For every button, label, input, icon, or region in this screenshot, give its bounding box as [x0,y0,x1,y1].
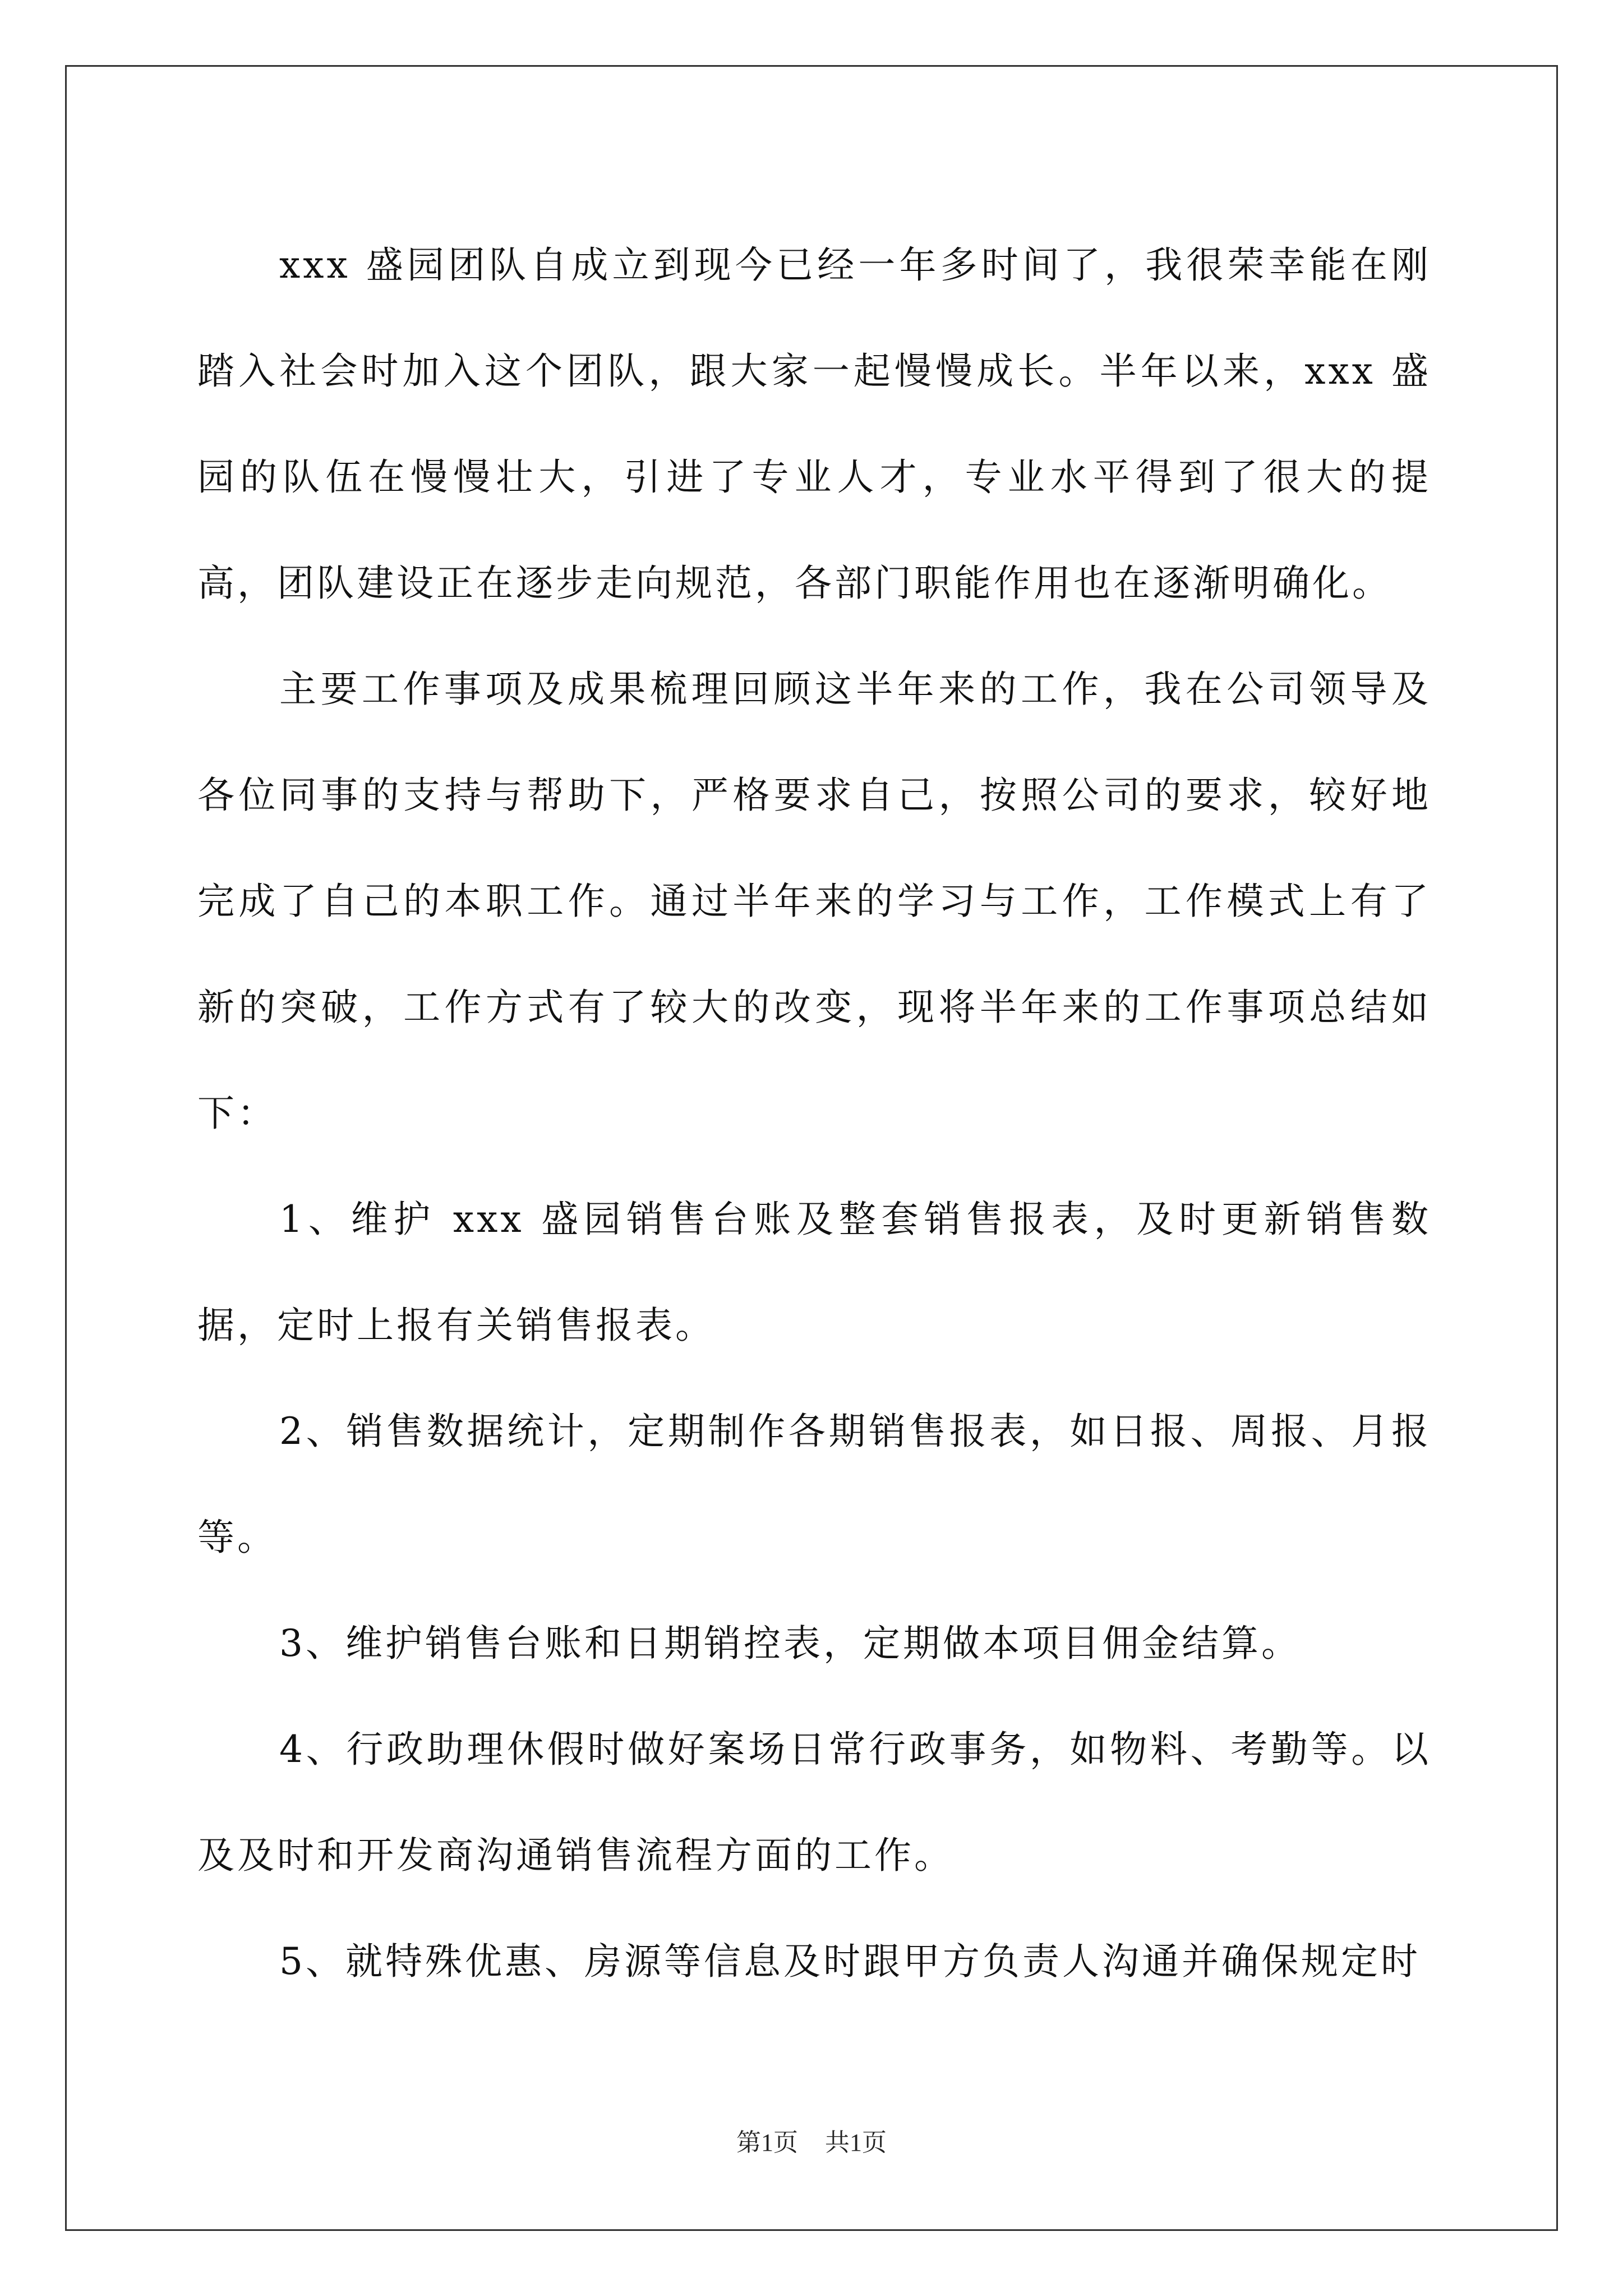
page-number: 第1页 [736,2129,798,2156]
paragraph-summary: 主要工作事项及成果梳理回顾这半年来的工作，我在公司领导及各位同事的支持与帮助下，严格要求自己，按照公司的要求，较好地完成了自己的本职工作。通过半年来的学习与工作，工作模式上有了新的突破，工作方式有了较大的改变，现将半年来的工作事项总结如下： [197,668,1431,1135]
list-item-4: 4、行政助理休假时做好案场日常行政事务，如物料、考勤等。以及及时和开发商沟通销售流程方面的工作。 [197,1728,1431,1877]
list-item-1: 1、维护 xxx 盛园销售台账及整套销售报表，及时更新销售数据，定时上报有关销售报表。 [197,1198,1431,1347]
paragraph-intro: xxx 盛园团队自成立到现今已经一年多时间了，我很荣幸能在刚踏入社会时加入这个团队，跟大家一起慢慢成长。半年以来，xxx 盛园的队伍在慢慢壮大，引进了专业人才，专业水平得到了很大的提高，团队建设正在逐步走向规范，各部门职能作用也在逐渐明确化。 [197,243,1431,605]
list-item-5: 5、就特殊优惠、房源等信息及时跟甲方负责人沟通并确保规定时 [279,1940,1421,1983]
page-footer [0,2126,1623,2160]
list-item-2: 2、销售数据统计，定期制作各期销售报表，如日报、周报、月报等。 [197,1410,1431,1559]
page-total: 共1页 [825,2129,887,2156]
document-body [197,212,1431,2014]
list-item-3: 3、维护销售台账和日期销控表，定期做本项目佣金结算。 [279,1622,1301,1665]
